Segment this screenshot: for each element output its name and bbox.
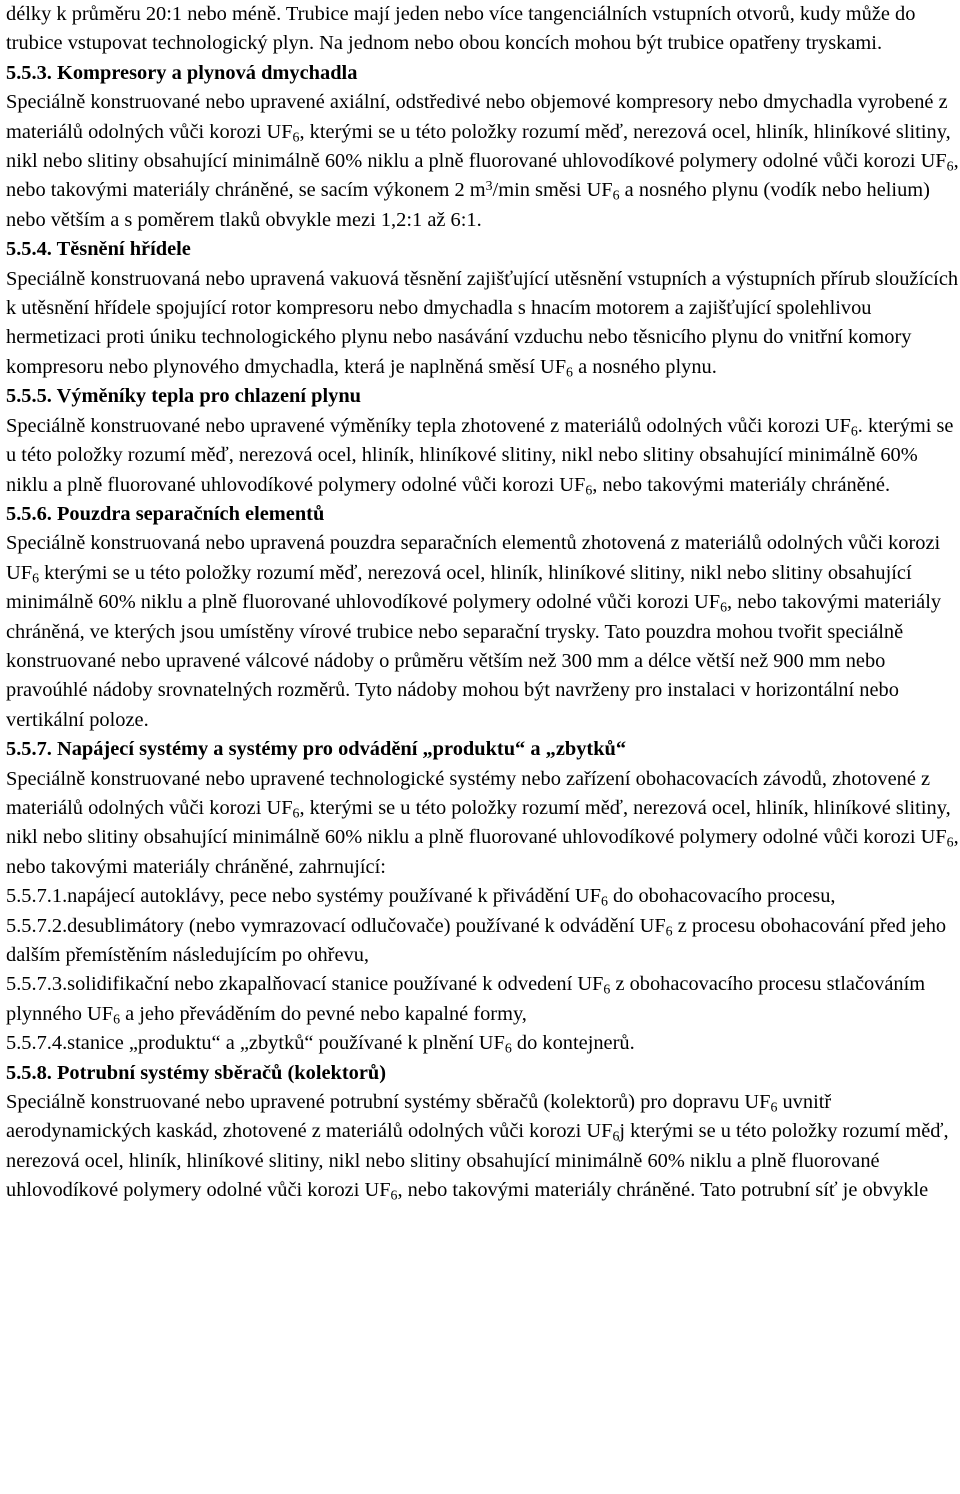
heading-5-5-5: 5.5.5. Výměníky tepla pro chlazení plynu xyxy=(6,385,361,408)
item-5-5-7-2: 5.5.7.2.desublimátory (nebo vymrazovací odlučovače) používané k odvádění $UF_6$ z procesu obohacování před jeho dalším přemístěním následujícím po ohřevu, xyxy=(6,914,947,966)
intro-paragraph: délky k průměru 20:1 nebo méně. Trubice mají jeden nebo více tangenciálních vstupních otvorů, kudy může do trubice vstupovat technologický plyn. Na jednom nebo obou koncích mohou být trubice opatřeny tryskami. xyxy=(6,3,916,55)
item-5-5-7-3: 5.5.7.3.solidifikační nebo zkapalňovací stanice používané k odvedení $UF_6$ z obohacovacího procesu stlačováním plynného $UF_6$ a jeho převáděním do pevné nebo kapalné formy, xyxy=(6,973,926,1028)
paragraph-5-5-6: Speciálně konstruovaná nebo upravená pouzdra separačních elementů zhotovená z materiálů odolných vůči korozi $UF_6$ kterými se u této položky rozumí měď, nerezová ocel, hliník, hliníkové slitiny, nikl nebo slitiny obsahující minimálně 60% niklu a plně fluorované uhlovodíkové polymery odolné vůči korozi $UF_6$, nebo takovými materiály chráněná, ve kterých jsou umístěny vírové trubice nebo separační trysky. Tato pouzdra mohou tvořit speciálně konstruované nebo upravené válcové nádoby o průměru větším než 300 mm a délce větší než 900 mm nebo pravoúhlé nádoby srovnatelných rozměrů. Tyto nádoby mohou být navrženy pro instalaci v horizontální nebo vertikální poloze. xyxy=(6,532,942,731)
heading-5-5-8: 5.5.8. Potrubní systémy sběračů (kolektorů) xyxy=(6,1061,387,1084)
heading-5-5-3: 5.5.3. Kompresory a plynová dmychadla xyxy=(6,61,358,84)
paragraph-5-5-7: Speciálně konstruované nebo upravené technologické systémy nebo zařízení obohacovacích závodů, zhotovené z materiálů odolných vůči korozi $UF_6$, kterými se u této položky rozumí měď, nerezová ocel, hliník, hliníkové slitiny, nikl nebo slitiny obsahující minimálně 60% niklu a plně fluorované uhlovodíkové polymery odolné vůči korozi $UF_6$, nebo takovými materiály chráněné, zahrnující: xyxy=(6,767,959,878)
item-5-5-7-4: 5.5.7.4.stanice „produktu“ a „zbytků“ používané k plnění $UF_6$ do kontejnerů. xyxy=(6,1032,635,1057)
paragraph-5-5-4: Speciálně konstruovaná nebo upravená vakuová těsnění zajišťující utěsnění vstupních a výstupních přírub sloužících k utěsnění hřídele spojující rotor kompresoru nebo dmychadla s hnacím motorem a zajišťující spolehlivou hermetizaci proti úniku technologického plynu nebo nasávání vzduchu nebo těsnicího plynu do vnitřní komory kompresoru nebo plynového dmychadla, která je naplněná směsí $UF_6$ a nosného plynu. xyxy=(6,267,959,381)
paragraph-5-5-5: Speciálně konstruované nebo upravené výměníky tepla zhotovené z materiálů odolných vůči korozi $UF_6$. kterými se u této položky rozumí měď, nerezová ocel, hliník, hliníkové slitiny, nikl nebo slitiny obsahující minimálně 60% niklu a plně fluorované uhlovodíkové polymery odolné vůči korozi $UF_6$, nebo takovými materiály chráněné. xyxy=(6,414,954,498)
paragraph-5-5-3: Speciálně konstruované nebo upravené axiální, odstředivé nebo objemové kompresory nebo dmychadla vyrobené z materiálů odolných vůči korozi $UF_6$, kterými se u této položky rozumí měď, nerezová ocel, hliník, hliníkové slitiny, nikl nebo slitiny obsahující minimálně 60% niklu a plně fluorované uhlovodíkové polymery odolné vůči korozi $UF_6$, nebo takovými materiály chráněné, se sacím výkonem 2 $m^3/\min$ směsi $UF_6$ a nosného plynu (vodík nebo helium) nebo větším a s poměrem tlaků obvykle mezi 1,2:1 až 6:1. xyxy=(6,91,959,231)
item-5-5-7-1: 5.5.7.1.napájecí autoklávy, pece nebo systémy používané k přivádění $UF_6$ do obohacovacího procesu, xyxy=(6,885,836,910)
heading-5-5-6: 5.5.6. Pouzdra separačních elementů xyxy=(6,502,325,525)
paragraph-5-5-8: Speciálně konstruované nebo upravené potrubní systémy sběračů (kolektorů) pro dopravu $UF_6$ uvnitř aerodynamických kaskád, zhotovené z materiálů odolných vůči korozi $UF_6j$ kterými se u této položky rozumí měď, nerezová ocel, hliník, hliníkové slitiny, nikl nebo slitiny obsahující minimálně 60% niklu a plně fluorované uhlovodíkové polymery odolné vůči korozi $UF_6$, nebo takovými materiály chráněné. Tato potrubní síť je obvykle xyxy=(6,1091,949,1204)
heading-5-5-7: 5.5.7. Napájecí systémy a systémy pro odvádění „produktu“ a „zbytků“ xyxy=(6,738,627,761)
heading-5-5-4: 5.5.4. Těsnění hřídele xyxy=(6,238,191,261)
